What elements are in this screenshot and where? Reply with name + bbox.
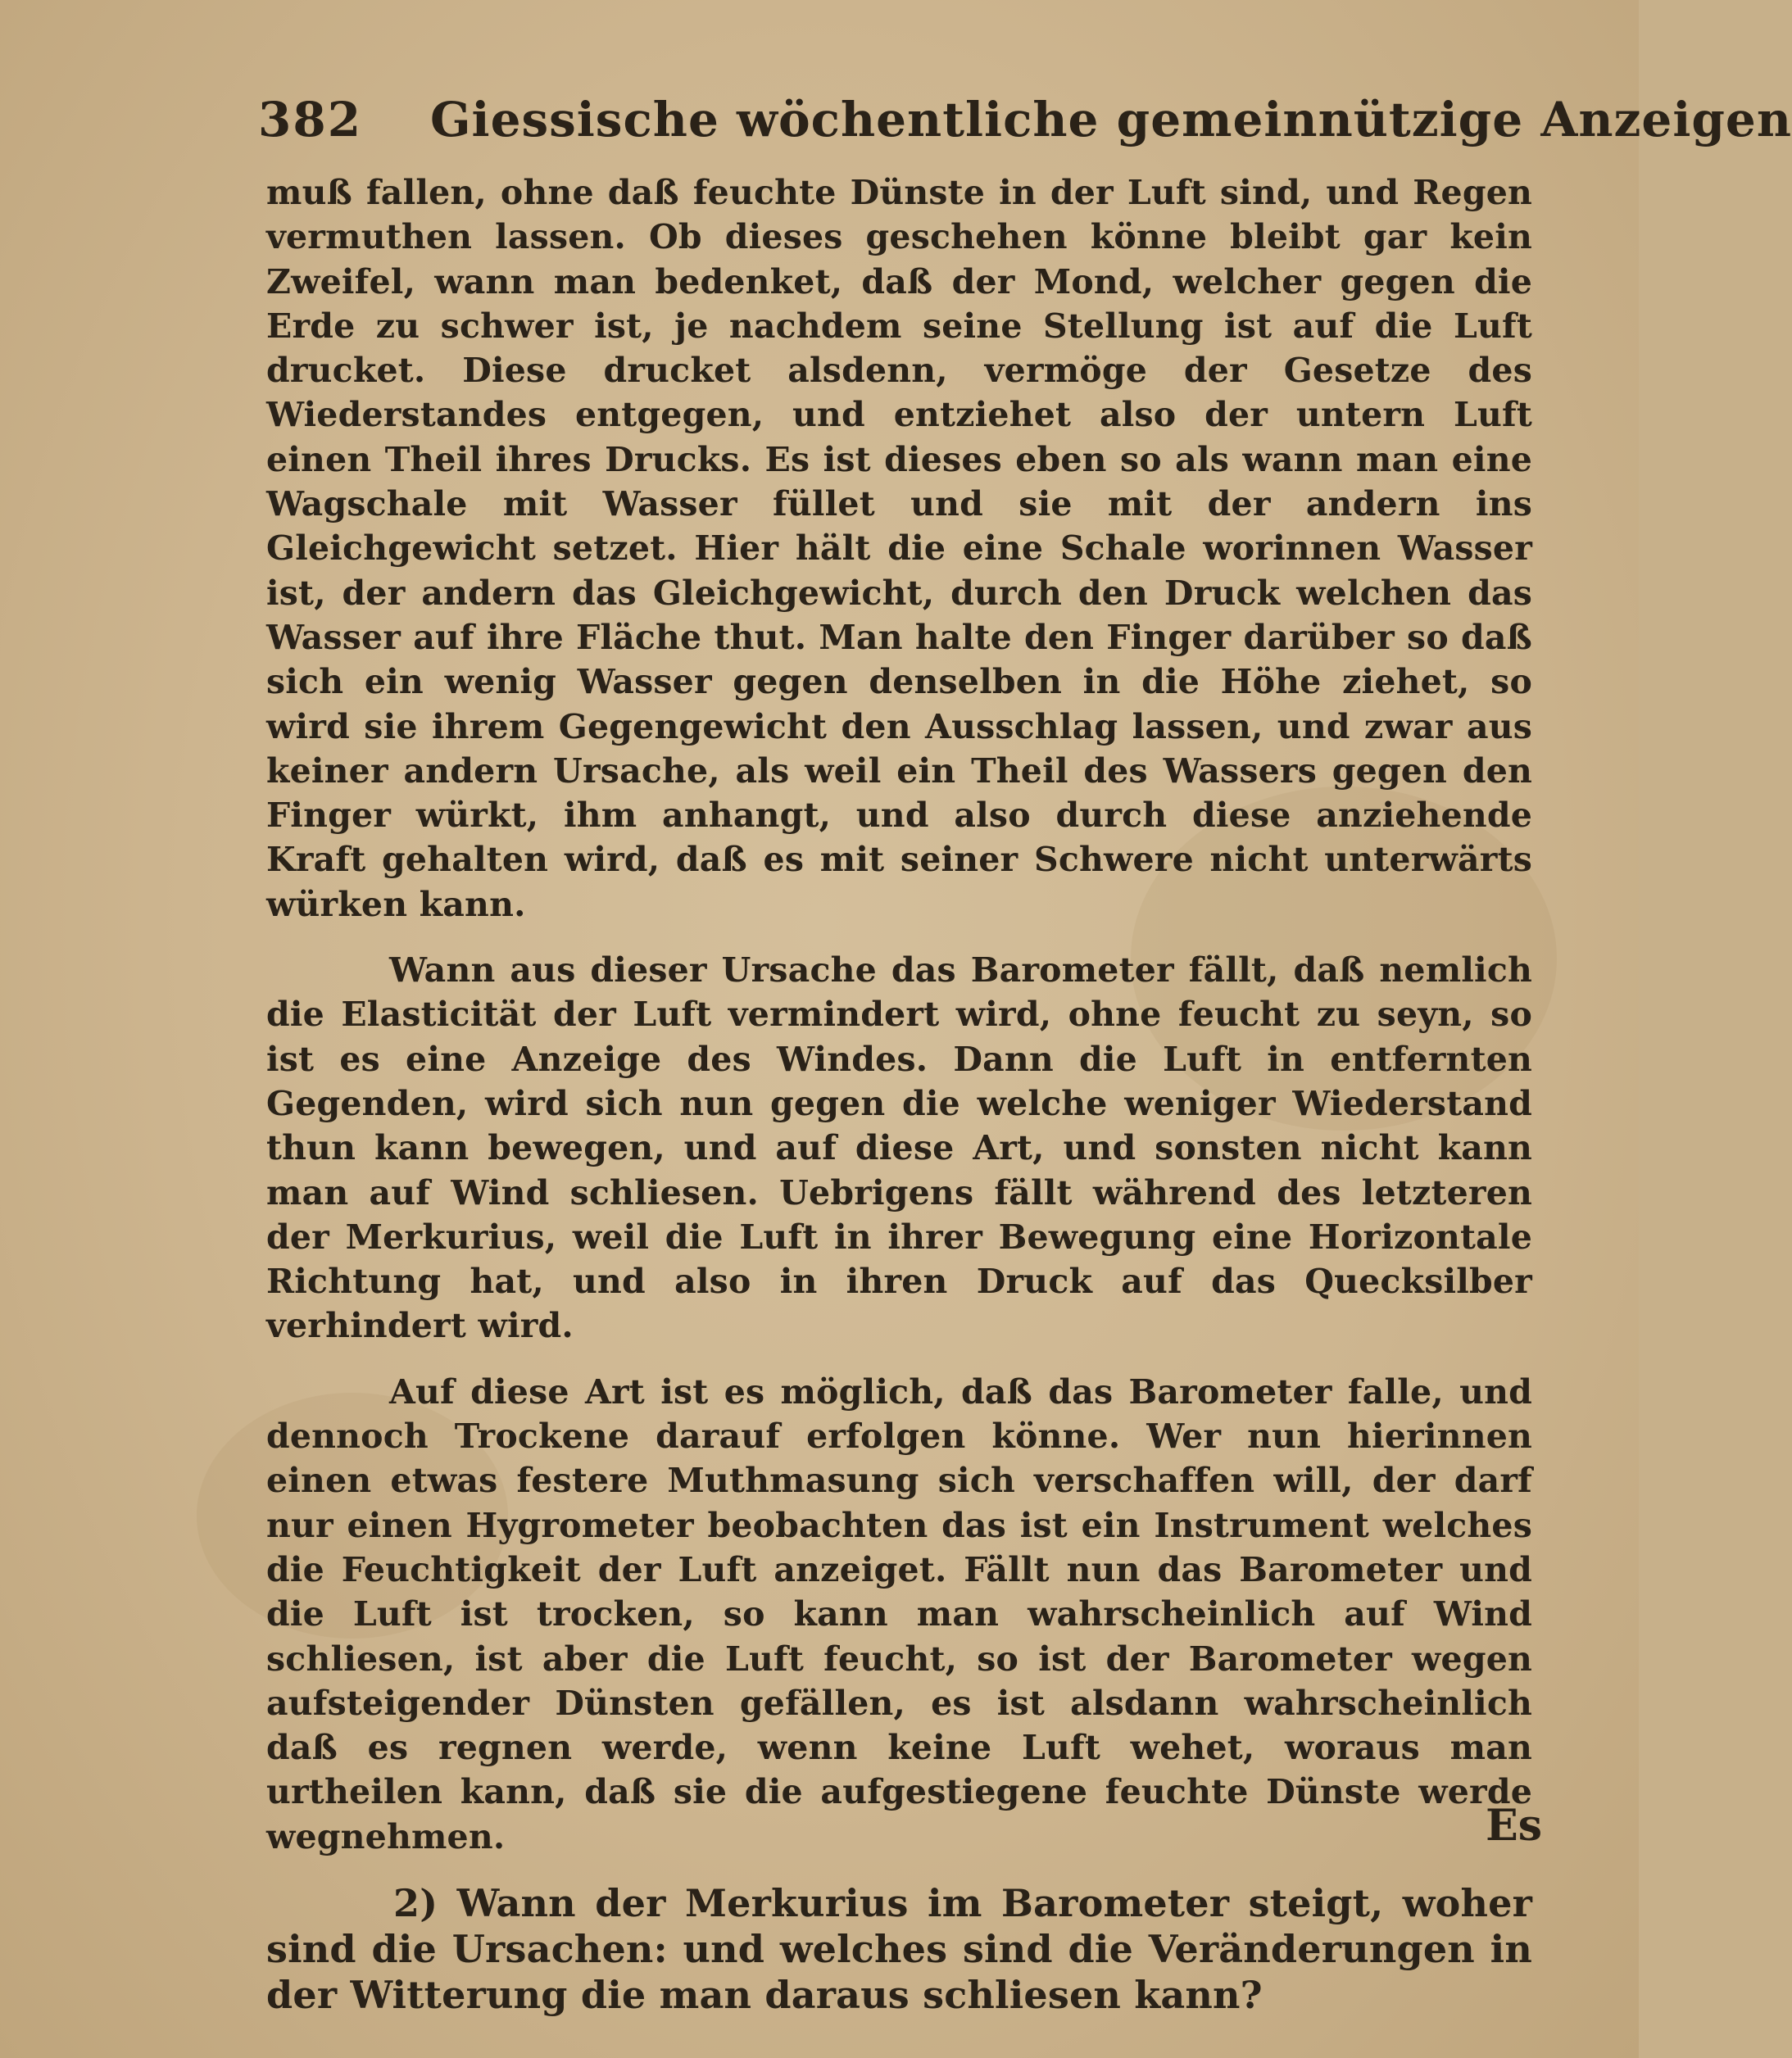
- page-number: 382: [258, 92, 363, 147]
- running-title: Giessische wöchentliche gemeinnützige Anzeigen: [430, 92, 1792, 147]
- paragraph-continuation: muß fallen, ohne daß feuchte Dünste in der Luft sind, und Regen vermuthen lassen. Ob dieses geschehen könne bleibt gar kein Zweifel, wann man bedenket, daß der Mond, welcher gegen die Erde zu schwer ist, je nachdem seine Stellung ist auf die Luft drucket. Diese drucket alsdenn, vermöge der Gesetze des Wiederstandes entgegen, und entziehet also der untern Luft einen Theil ihres Drucks. Es ist dieses eben so als wann man eine Wagschale mit Wasser füllet und sie mit der andern ins Gleichgewicht setzet. Hier hält die eine Schale worinnen Wasser ist, der andern das Gleichgewicht, durch den Druck welchen das Wasser auf ihre Fläche thut. Man halte den Finger darüber so daß sich ein wenig Wasser gegen denselben in die Höhe ziehet, so wird sie ihrem Gegengewicht den Ausschlag lassen, und zwar aus keiner andern Ursache, als weil ein Theil des Wassers gegen den Finger würkt, ihm anhangt, und also durch diese anziehende Kraft gehalten wird, daß es mit seiner Schwere nicht unterwärts würken kann.: [266, 173, 1532, 924]
- question-heading: 2) Wann der Merkurius im Barometer steigt, woher sind die Ursachen: und welches sind die Veränderungen in der Witterung die man daraus schliesen kann?: [266, 1880, 1532, 2017]
- catchword: Es: [1486, 1801, 1542, 1851]
- paragraph-hygrometer: Auf diese Art ist es möglich, daß das Barometer falle, und dennoch Trockene darauf erfolgen könne. Wer nun hierinnen einen etwas festere Muthmasung sich verschaffen will, der darf nur einen Hygrometer beobachten das ist ein Instrument welches die Feuchtigkeit der Luft anzeiget. Fällt nun das Barometer und die Luft ist trocken, so kann man wahrscheinlich auf Wind schliesen, ist aber die Luft feucht, so ist der Barometer wegen aufsteigender Dünsten gefällen, es ist alsdann wahrscheinlich daß es regnen werde, wenn keine Luft wehet, woraus man urtheilen kann, daß sie die aufgestiegene feuchte Dünste werde wegnehmen.: [266, 1371, 1532, 1856]
- paragraph-wind: Wann aus dieser Ursache das Barometer fällt, daß nemlich die Elasticität der Luft vermindert wird, ohne feucht zu seyn, so ist es eine Anzeige des Windes. Dann die Luft in entfernten Gegenden, wird sich nun gegen die welche weniger Wiederstand thun kann bewegen, und auf diese Art, und sonsten nicht kann man auf Wind schliesen. Uebrigens fällt während des letzteren der Merkurius, weil die Luft in ihrer Bewegung eine Horizontale Richtung hat, und also in ihren Druck auf das Quecksilber verhindert wird.: [266, 950, 1532, 1346]
- page-header: [258, 82, 1792, 156]
- body-text: [266, 170, 1532, 2018]
